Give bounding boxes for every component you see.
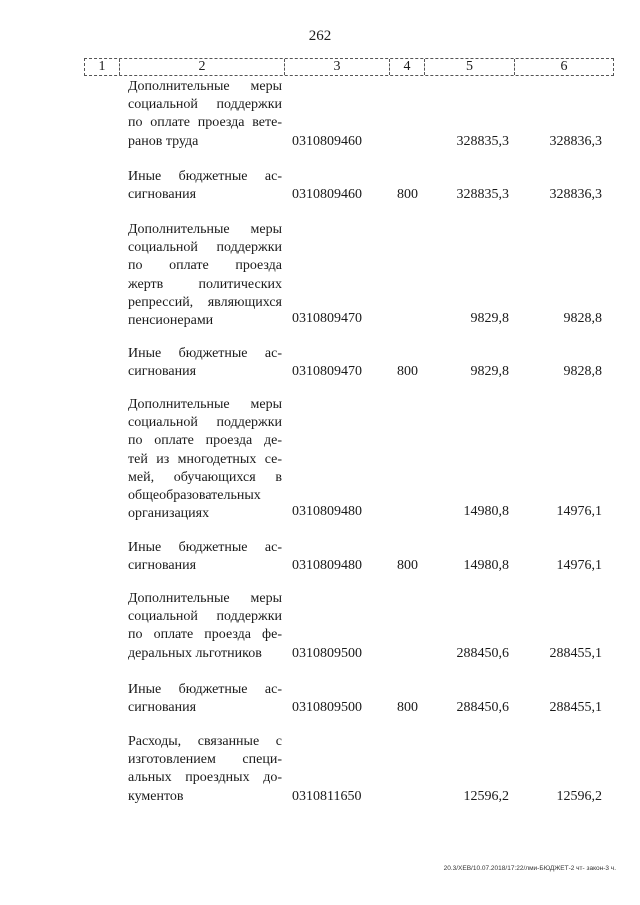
row-description xyxy=(128,221,282,330)
description-line: социальной поддержки xyxy=(128,415,282,431)
row-type: 800 xyxy=(397,700,418,715)
row-amount-col5: 14980,8 xyxy=(463,504,509,519)
description-line: по оплате проезда фе- xyxy=(128,627,282,643)
description-line: тей из многодетных се- xyxy=(128,451,282,467)
row-description xyxy=(128,396,282,523)
description-line: репрессий, являющихся xyxy=(128,294,282,310)
column-header-5: 5 xyxy=(425,59,515,75)
row-amount-col5: 14980,8 xyxy=(463,558,509,573)
description-line: жертв политических xyxy=(128,276,282,292)
row-description xyxy=(128,168,282,204)
row-code: 0310809500 xyxy=(292,646,362,661)
row-amount-col5: 328835,3 xyxy=(456,134,509,149)
row-amount-col6: 288455,1 xyxy=(549,646,602,661)
row-description xyxy=(128,733,282,806)
page-number: 262 xyxy=(308,28,332,44)
description-line: социальной поддержки xyxy=(128,97,282,113)
description-line: сигнования xyxy=(128,558,197,574)
description-line: Иные бюджетные ас- xyxy=(128,540,282,555)
row-description xyxy=(128,345,282,381)
row-amount-col6: 9828,8 xyxy=(563,364,602,379)
table-header-row xyxy=(84,58,614,76)
description-line: сигнования xyxy=(128,187,197,203)
description-line: мей, обучающихся в xyxy=(128,469,282,485)
description-line: Дополнительные меры xyxy=(128,79,282,94)
column-header-2: 2 xyxy=(120,59,285,75)
row-amount-col5: 9829,8 xyxy=(470,311,509,326)
description-line: пенсионерами xyxy=(128,313,214,329)
row-type: 800 xyxy=(397,558,418,573)
row-amount-col6: 14976,1 xyxy=(556,558,602,573)
description-line: общеобразовательных xyxy=(128,488,261,504)
description-line: деральных льготников xyxy=(128,645,262,661)
column-header-1: 1 xyxy=(85,59,120,75)
row-code: 0310809480 xyxy=(292,558,362,573)
row-code: 0310809460 xyxy=(292,187,362,202)
description-line: кументов xyxy=(128,788,184,804)
row-description xyxy=(128,590,282,663)
row-description xyxy=(128,78,282,151)
row-amount-col6: 288455,1 xyxy=(549,700,602,715)
description-line: альных проездных до- xyxy=(128,770,282,786)
description-line: по оплате проезда xyxy=(128,258,282,274)
row-code: 0310809470 xyxy=(292,364,362,379)
row-type: 800 xyxy=(397,364,418,379)
row-amount-col6: 14976,1 xyxy=(556,504,602,519)
description-line: ранов труда xyxy=(128,133,199,149)
description-line: Иные бюджетные ас- xyxy=(128,169,282,184)
description-line: сигнования xyxy=(128,364,197,380)
row-code: 0310809480 xyxy=(292,504,362,519)
row-amount-col5: 288450,6 xyxy=(456,700,509,715)
row-amount-col5: 12596,2 xyxy=(463,789,509,804)
row-code: 0310809460 xyxy=(292,134,362,149)
column-header-6: 6 xyxy=(560,59,568,74)
description-line: по оплате проезда де- xyxy=(128,433,282,449)
description-line: Дополнительные меры xyxy=(128,397,282,412)
column-header-3: 3 xyxy=(285,59,390,75)
description-line: социальной поддержки xyxy=(128,609,282,625)
row-type: 800 xyxy=(397,187,418,202)
description-line: Расходы, связанные с xyxy=(128,734,282,749)
description-line: изготовлением специ- xyxy=(128,752,282,768)
row-amount-col6: 328836,3 xyxy=(549,187,602,202)
description-line: Дополнительные меры xyxy=(128,591,282,606)
row-code: 0310809470 xyxy=(292,311,362,326)
column-header-4: 4 xyxy=(390,59,425,75)
description-line: Дополнительные меры xyxy=(128,222,282,237)
row-code: 0310811650 xyxy=(292,789,362,804)
description-line: социальной поддержки xyxy=(128,240,282,256)
row-amount-col6: 328836,3 xyxy=(549,134,602,149)
description-line: сигнования xyxy=(128,700,197,716)
row-amount-col5: 9829,8 xyxy=(470,364,509,379)
description-line: Иные бюджетные ас- xyxy=(128,682,282,697)
footer-document-id: 20.3/ХЕВ/10.07.2018/17:22/лми-БЮДЖЕТ-2 чт- закон-3 ч. xyxy=(443,865,616,872)
row-amount-col6: 12596,2 xyxy=(556,789,602,804)
description-line: по оплате проезда вете- xyxy=(128,115,282,131)
row-description xyxy=(128,681,282,717)
row-code: 0310809500 xyxy=(292,700,362,715)
description-line: Иные бюджетные ас- xyxy=(128,346,282,361)
description-line: организациях xyxy=(128,506,210,522)
row-amount-col5: 328835,3 xyxy=(456,187,509,202)
row-amount-col6: 9828,8 xyxy=(563,311,602,326)
row-description xyxy=(128,539,282,575)
row-amount-col5: 288450,6 xyxy=(456,646,509,661)
